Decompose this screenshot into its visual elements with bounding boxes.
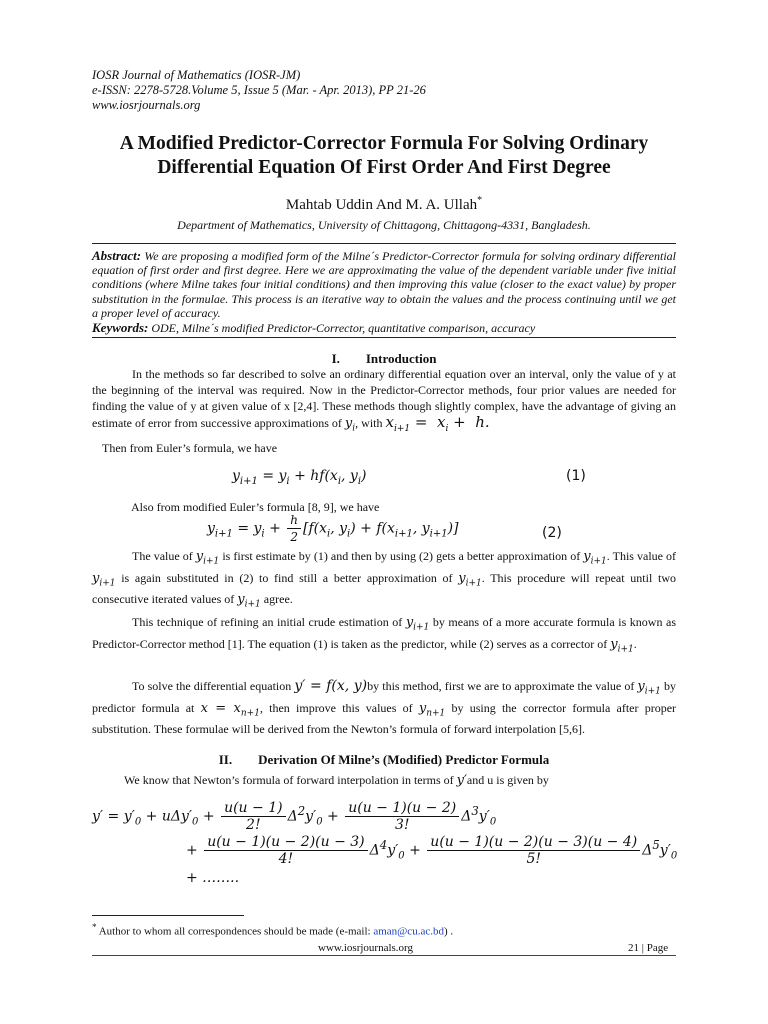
newton-formula-line-1: $y' = y'_0 + u\Delta y'_0$ + $\frac{u(u - 1)}{2!}$ $\Delta^2y'_0$ + $\frac{u(u - 1)(u - 2)}{3!}$ $\Delta^3y'_0$ [92, 800, 497, 833]
section-2-title: Derivation Of Milne’s (Modified) Predictor Formula [258, 752, 550, 767]
math-yi1-h: $y_{i+1}$ [637, 679, 661, 697]
affiliation: Department of Mathematics, University of Chittagong, Chittagong-4331, Bangladesh. [177, 218, 591, 232]
p2-text-b: is first estimate by (1) and then by using (2) gets a better approximation of [222, 549, 581, 563]
title-line-1: A Modified Predictor-Corrector Formula For Solving Ordinary [119, 133, 649, 154]
math-yi1-a: $y_{i+1}$ [195, 549, 220, 567]
math-y-prime: y′ [456, 773, 467, 788]
keywords-text: ODE, Milne´s modified Predictor-Corrector, quantitative comparison, accuracy [151, 321, 536, 335]
abstract [92, 249, 676, 320]
math-yi1-c: $y_{i+1}$ [92, 570, 116, 589]
abstract-top-rule [92, 243, 676, 244]
p4-text-d: , then improve this values of [259, 700, 413, 715]
abstract-text: We are proposing a modified form of the Milne´s Predictor-Corrector formula for solving ordinary differential equation of first order and first degree. Here we are approximating the value of the dependent variable under five initial conditions (where Milne takes four initial conditions) and then improving this value (closer to the exact value) by proper substitution in the formulae. This process is an iterative way to obtain the values and the process continuing until we get a proper level of accuracy. [92, 249, 677, 320]
equation-1-number: (1) [566, 468, 586, 484]
journal-site: www.iosrjournals.org [92, 98, 201, 112]
keywords [92, 320, 676, 336]
intro-p1-with: , with [355, 416, 383, 430]
p2-text-c: . This value of [606, 549, 677, 563]
intro-p1-text: In the methods so far described to solve an ordinary differential equation over an interval, only the value of y at the beginning of the interval was required. Now in the Predictor-Corrector methods, four prior values are needed for finding the value of y at given value of x [2,4]. These methods though slightly complex, have the advantage of giving an estimate of error from successive approximations of [92, 367, 676, 430]
journal-name: IOSR Journal of Mathematics (IOSR-JM) [92, 68, 301, 82]
p2-text-a: The value of [132, 549, 193, 563]
newton-formula-line-2: + $\frac{u(u - 1)(u - 2)(u - 3)}{4!}$ $\Delta^4y'_0$ + $\frac{u(u - 1)(u - 2)(u - 3)(u - 4)}{5!}$ $\Delta^5y'_0$ [186, 834, 678, 867]
author-mark: * [477, 195, 483, 206]
modified-euler-intro: Also from modified Euler’s formula [8, 9], we have [131, 500, 380, 514]
math-x-eq-xn1: $x = x_{n+1}$ [200, 700, 260, 719]
math-yi: $y_i$ [344, 416, 356, 434]
p4-text-a: To solve the differential equation [132, 679, 292, 693]
title-line-2: Differential Equation Of First Order And First Degree [157, 157, 611, 178]
equation-2: $y_{i+1} = y_i$ + $\frac{h}{2}$ [$f(x_i$, $y_i) + f(x_{i+1}$, $y_{i+1}$)] [207, 513, 459, 544]
s2-intro-text-b: and u is given by [466, 773, 549, 787]
p3-text-a: This technique of refining an initial crude estimation of [132, 615, 403, 629]
footer-site: www.iosrjournals.org [318, 942, 414, 954]
math-yi1-d: $y_{i+1}$ [458, 570, 482, 589]
intro-paragraph-2 [92, 548, 676, 613]
intro-paragraph-3 [92, 614, 676, 657]
journal-issn: e-ISSN: 2278-5728.Volume 5, Issue 5 (Mar. - Apr. 2013), PP 21-26 [92, 83, 426, 97]
abstract-bottom-rule [92, 337, 676, 338]
intro-paragraph-4 [92, 678, 676, 737]
math-xi-step: $x_{i+1} = x_i + h$. [385, 413, 490, 434]
section-1-heading [0, 351, 768, 367]
section-2-intro [124, 772, 708, 789]
newton-formula-line-3: + …….. [186, 870, 240, 886]
abstract-label: Abstract: [92, 248, 142, 263]
footer-rule [92, 955, 676, 956]
s2-intro-text-a: We know that Newton’s formula of forward interpolation in terms of [124, 773, 454, 787]
section-2-heading [0, 752, 768, 768]
math-ode: y′ = f(x, y) [294, 678, 368, 694]
paper-title [60, 132, 708, 180]
author-line [0, 195, 768, 214]
p3-text-c: . [633, 636, 637, 651]
journal-header [92, 68, 426, 113]
p4-text-c: by predictor formula at [92, 679, 677, 715]
p4-text-b: by this method, first we are to approximate the value of [367, 679, 635, 693]
euler-intro: Then from Euler’s formula, we have [102, 441, 278, 455]
p2-text-f: agree. [263, 592, 293, 607]
section-2-number: II. [218, 752, 233, 767]
section-1-number: I. [331, 351, 340, 366]
footnote-rule [92, 915, 244, 916]
author-names: Mahtab Uddin And M. A. Ullah [285, 197, 478, 213]
p2-text-e: . This procedure will repeat until two consecutive iterated values of [92, 570, 676, 607]
section-1-title: Introduction [365, 351, 437, 366]
footer-page-number: 21 | Page [628, 942, 669, 954]
keywords-label: Keywords: [92, 320, 149, 335]
equation-1: $y_{i+1} = y_i + hf(x_i$, $y_i$) [232, 468, 367, 487]
footnote-mark: * [92, 922, 97, 932]
math-yi1-f: $y_{i+1}$ [405, 615, 430, 633]
footnote-email-link[interactable]: aman@cu.ac.bd [373, 925, 444, 938]
footnote [92, 922, 453, 938]
p3-text-b: by means of a more accurate formula is known as Predictor-Corrector method [1]. The equation (1) is taken as the predictor, while (2) serves as a corrector of [92, 615, 677, 651]
math-yi1-g: $y_{i+1}$ [610, 636, 634, 655]
math-yn1: $y_{n+1}$ [418, 700, 446, 719]
p4-text-e: by using the corrector formula after proper substitution. These formulae will be derived from the Newton’s formula of forward interpolation [5,6]. [92, 700, 677, 737]
equation-2-number: (2) [542, 525, 562, 541]
math-yi1-e: $y_{i+1}$ [237, 592, 261, 610]
p2-text-d: is again substituted in (2) to find still a better approximation of [121, 570, 453, 585]
intro-paragraph-1 [92, 366, 676, 437]
math-yi1-b: $y_{i+1}$ [583, 549, 607, 567]
footnote-end: ) . [443, 925, 454, 938]
footnote-text: Author to whom all correspondences should be made (e-mail: [98, 925, 371, 938]
